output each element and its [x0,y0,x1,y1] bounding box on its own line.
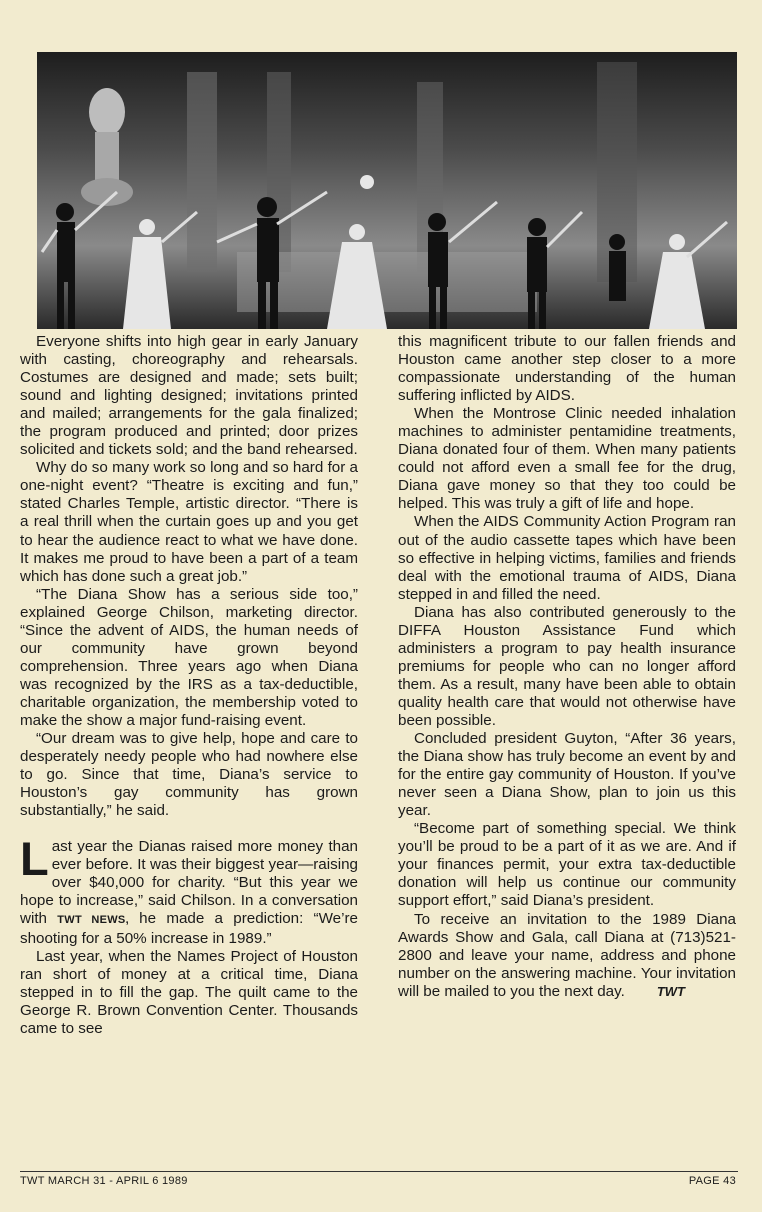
article-paragraph: Everyone shifts into high gear in early January with casting, choreography and rehearsals. Costumes are designed and made; sets built; sound and lighting designed; invitations printed and mailed; arrangements for the gala finalized; the program produced and printed; door prizes solicited and tickets sold; and the band rehearsed. [20,333,358,459]
end-mark-logo: TWT [656,983,685,999]
section-gap [20,820,358,838]
drop-cap: L [20,832,49,886]
final-paragraph-text: To receive an invitation to the 1989 Diana Awards Show and Gala, call Diana at (713)521-2800 and leave your name, address and phone number on the answering machine. Your invitation will be mailed to you the next day. [398,910,736,1000]
article-paragraph: Why do so many work so long and so hard for a one-night event? “Theatre is exciting and fun,” stated Charles Temple, artistic director. “There is a real thrill when the curtain goes up and you get to hear the audience react to what we have done. It makes me proud to have been a part of a team which has done such a great job.” [20,459,358,585]
article-paragraph: “Become part of something special. We think you’ll be proud to be a part of it as we are. And if your finances permit, your extra tax-deductible donation will help us continue our community support effort,” said Diana’s president. [398,820,736,910]
article-paragraph: Concluded president Guyton, “After 36 years, the Diana show has truly become an event by and for the entire gay community of Houston. If you’ve never seen a Diana Show, plan to join us this year. [398,730,736,820]
footer-rule [20,1171,738,1172]
dropcap-paragraph [20,832,359,947]
twt-news-label: TWT NEWS, [57,914,129,927]
dancers-photo-illustration [37,52,737,329]
footer-issue-date: TWT MARCH 31 - APRIL 6 1989 [20,1175,188,1187]
dropcap-text-1: ast year the Dianas raised more money than ever before. It was their biggest year—raising over $40,000 for charity. “But this year we hope to increase,” said Chilson. In a conversation with [20,838,358,928]
article-paragraph: When the AIDS Community Action Program ran out of the audio cassette tapes which have been so effective in helping victims, families and friends deal with the emotional trauma of AIDS, Diana stepped in and filled the need. [398,513,736,603]
article-paragraph: “The Diana Show has a serious side too,” explained George Chilson, marketing director. “Since the advent of AIDS, the human needs of our community have grown beyond comprehension. Three years ago when Diana was recognized by the IRS as a tax-deductible, charitable organization, the membership voted to make the show a major fund-raising event. [20,585,358,729]
article-paragraph: “Our dream was to give help, hope and care to desperately needy people who had nowhere else to go. Since that time, Diana’s service to Houston’s gay community has grown substantially,” he said. [20,730,358,820]
article-column-left [20,333,358,1038]
article-paragraph: Diana has also contributed generously to the DIFFA Houston Assistance Fund which administers a program to pay health insurance premiums for people who can no longer afford them. As a result, many have been able to obtain quality health care that would not otherwise have been possible. [398,603,736,729]
stage-photo [37,52,737,329]
article-paragraph-final [398,911,736,1001]
article-paragraph: When the Montrose Clinic needed inhalation machines to administer pentamidine treatments, Diana donated four of them. When many patients could not afford even a small fee for the drug, Diana gave money so that they too could be helped. This was truly a gift of life and hope. [398,405,736,513]
dropcap-text-2: he made a prediction: “We’re shooting for a 50% increase in 1989.” [20,910,359,947]
footer-page-number: PAGE 43 [688,1175,736,1187]
article-column-right [398,333,736,1001]
article-paragraph: this magnificent tribute to our fallen friends and Houston came another step closer to a more compassionate understanding of the human suffering inflicted by AIDS. [398,333,736,405]
article-paragraph: Last year, when the Names Project of Houston ran short of money at a critical time, Diana stepped in to fill the gap. The quilt came to the George R. Brown Convention Center. Thousands came to see [20,947,358,1037]
